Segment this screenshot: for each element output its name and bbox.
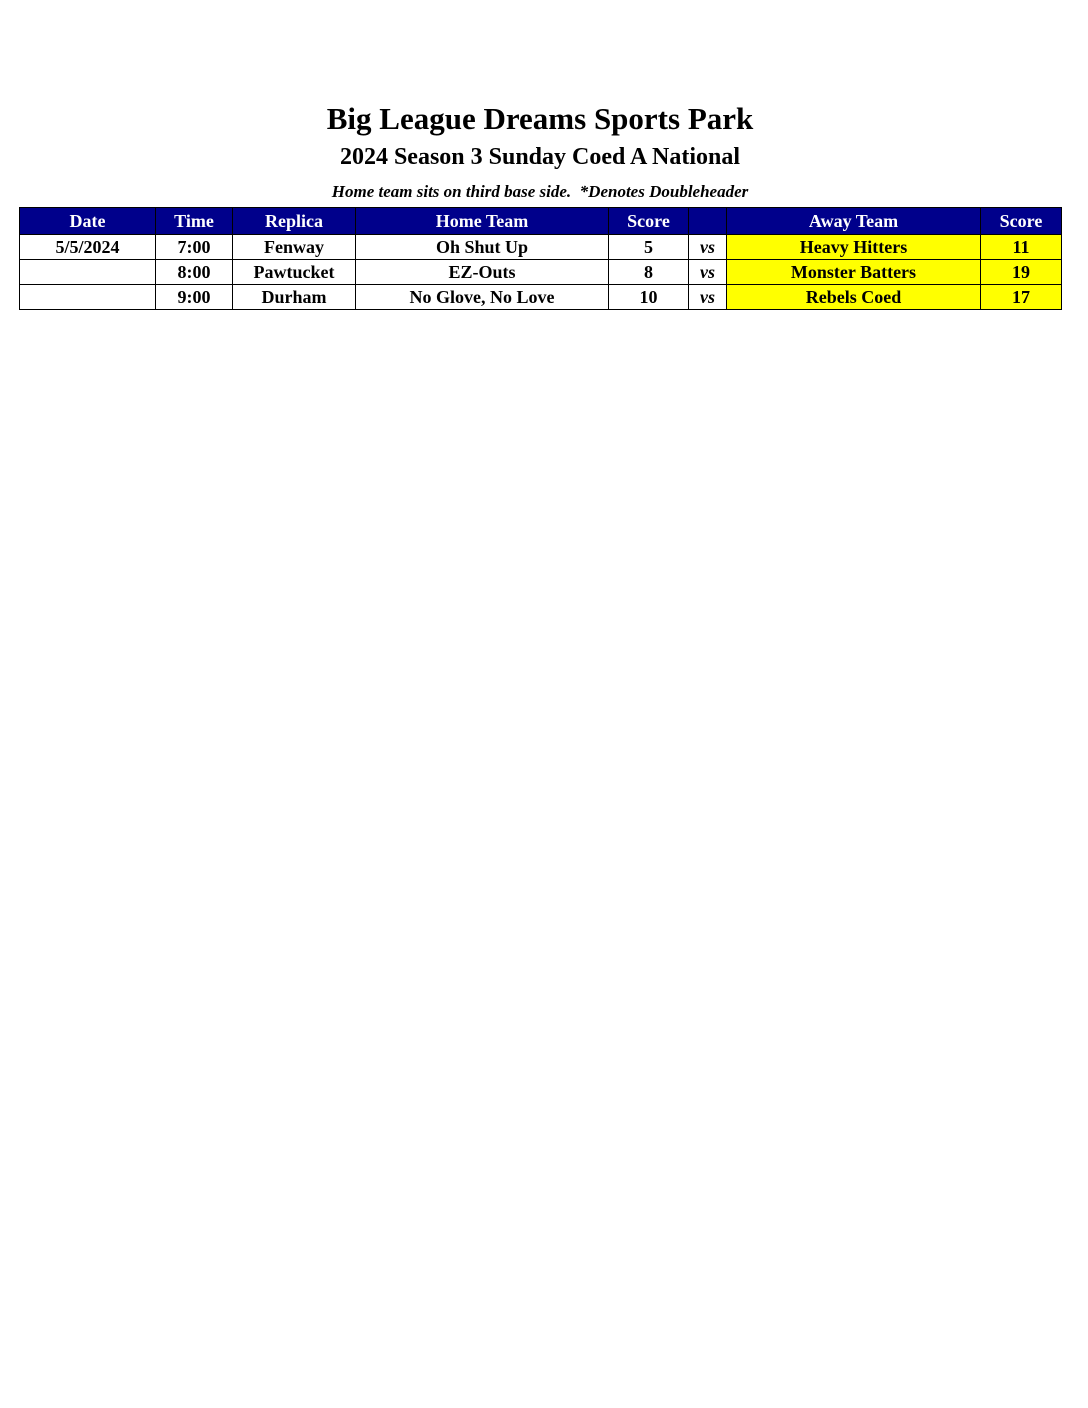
column-header-time: Time xyxy=(156,208,233,235)
column-header-away-team: Away Team xyxy=(727,208,981,235)
cell-home-score: 10 xyxy=(609,285,689,310)
cell-vs: vs xyxy=(689,235,727,260)
cell-away-team: Heavy Hitters xyxy=(727,235,981,260)
cell-away-score: 11 xyxy=(981,235,1062,260)
cell-date xyxy=(20,260,156,285)
cell-date: 5/5/2024 xyxy=(20,235,156,260)
schedule-note: Home team sits on third base side. *Denotes Doubleheader xyxy=(331,182,749,201)
column-header-home-team: Home Team xyxy=(356,208,609,235)
cell-home-score: 8 xyxy=(609,260,689,285)
cell-home-score: 5 xyxy=(609,235,689,260)
column-header-away-score: Score xyxy=(981,208,1062,235)
table-header-row xyxy=(20,208,1062,235)
cell-vs: vs xyxy=(689,285,727,310)
page-subtitle: 2024 Season 3 Sunday Coed A National xyxy=(339,144,741,170)
table-row xyxy=(20,260,1062,285)
cell-away-team: Monster Batters xyxy=(727,260,981,285)
page-title: Big League Dreams Sports Park xyxy=(326,101,754,136)
cell-replica: Durham xyxy=(233,285,356,310)
column-header-vs xyxy=(689,208,727,235)
cell-replica: Pawtucket xyxy=(233,260,356,285)
cell-away-score: 17 xyxy=(981,285,1062,310)
cell-time: 7:00 xyxy=(156,235,233,260)
cell-replica: Fenway xyxy=(233,235,356,260)
cell-date xyxy=(20,285,156,310)
table-row xyxy=(20,235,1062,260)
column-header-home-score: Score xyxy=(609,208,689,235)
cell-home-team: Oh Shut Up xyxy=(356,235,609,260)
cell-away-team: Rebels Coed xyxy=(727,285,981,310)
cell-home-team: EZ-Outs xyxy=(356,260,609,285)
cell-time: 9:00 xyxy=(156,285,233,310)
cell-time: 8:00 xyxy=(156,260,233,285)
table-row xyxy=(20,285,1062,310)
cell-away-score: 19 xyxy=(981,260,1062,285)
cell-home-team: No Glove, No Love xyxy=(356,285,609,310)
column-header-replica: Replica xyxy=(233,208,356,235)
column-header-date: Date xyxy=(20,208,156,235)
schedule-table xyxy=(19,207,1062,310)
cell-vs: vs xyxy=(689,260,727,285)
